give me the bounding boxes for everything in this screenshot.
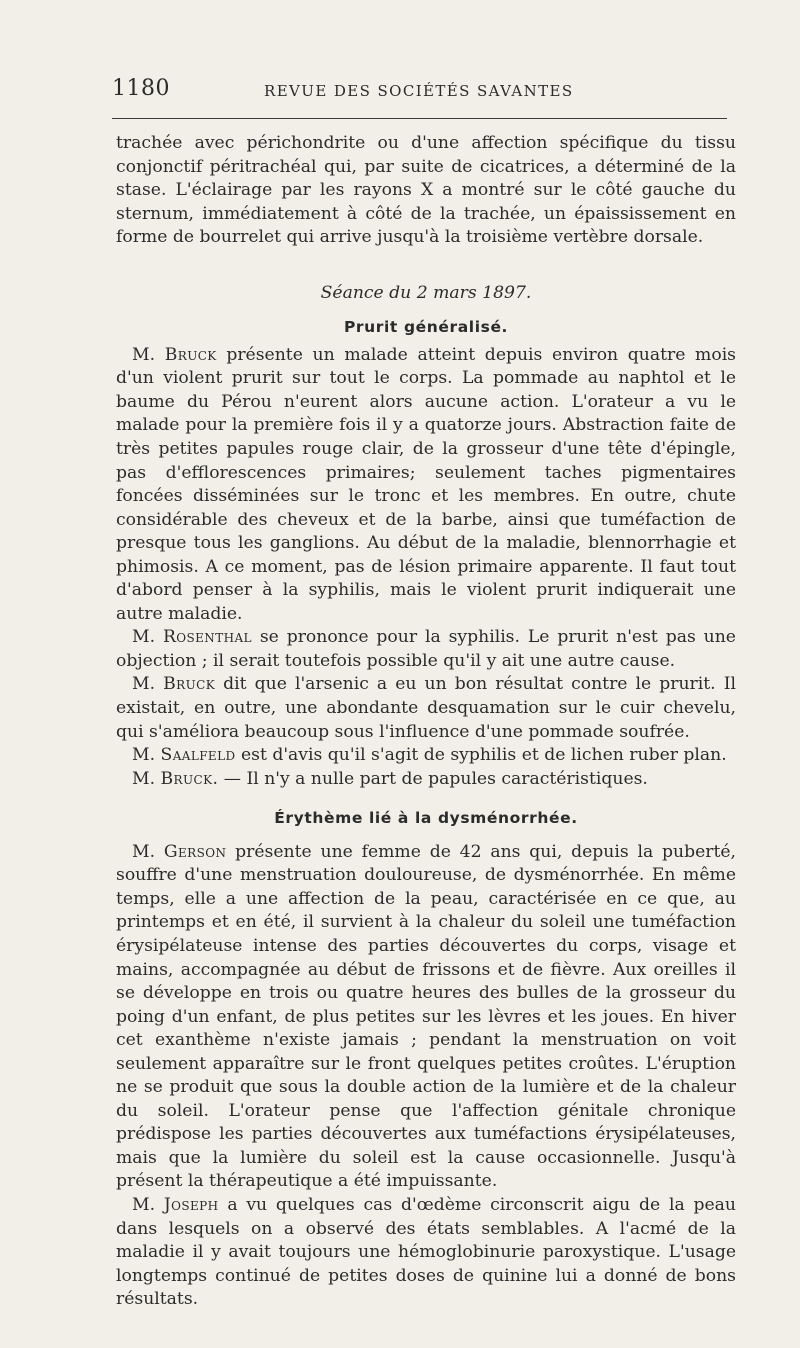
- paragraph-saalfeld: [116, 744, 736, 768]
- running-head: REVUE DES SOCIÉTÉS SAVANTES: [264, 82, 574, 100]
- speaker-name: Rosenthal: [162, 627, 252, 648]
- paragraph-rosenthal: [116, 626, 736, 673]
- header-rule: [112, 118, 727, 119]
- session-heading: Séance du 2 mars 1897.: [320, 282, 532, 303]
- page-number: 1180: [112, 76, 170, 101]
- speaker-name: Saalfeld: [160, 745, 236, 766]
- continuation-paragraph: trachée avec périchondrite ou d'une affection spécifique du tissu conjonctif péritrachéal qui, par suite de cicatrices, a déterminé de la stase. L'éclairage par les rayons X a montré sur le côté gauche du sternum, immédiatement à côté de la trachée, un épaississement en forme de bourrelet qui arrive jusqu'à la troisième vertèbre dorsale.: [116, 133, 736, 248]
- speaker-prefix: M.: [132, 768, 156, 789]
- speaker-name: Bruck.: [160, 768, 219, 789]
- section-title-prurit: Prurit généralisé.: [343, 318, 509, 337]
- paragraph-text: — Il n'y a nulle part de papules caractéristiques.: [223, 768, 648, 789]
- paragraph-text: dit que l'arsenic a eu un bon résultat contre le prurit. Il existait, en outre, une abondante desquamation sur le cuir chevelu, qui s'améliora beaucoup sous l'influence d'une pommade soufrée.: [116, 674, 736, 742]
- speaker-prefix: M.: [132, 674, 156, 695]
- paragraph-text: présente une femme de 42 ans qui, depuis la puberté, souffre d'une menstruation douloureuse, de dysménorrhée. En même temps, elle a une affection de la peau, caractérisée en ce que, au printemps et en été, il survient à la chaleur du soleil une tuméfaction érysipélateuse intense des parties découvertes du corps, visage et mains, accompagnée au début de frissons et de fièvre. Aux oreilles il se développe en trois ou quatre heures des bulles de la grosseur du poing d'un enfant, de plus petites sur les lèvres et les joues. En hiver cet exanthème n'existe jamais ; pendant la menstruation on voit seulement apparaître sur le front quelques petites croûtes. L'éruption ne se produit que sous la double action de la lumière et de la chaleur du soleil. L'orateur pense que l'affection génitale chronique prédispose les parties découvertes aux tuméfactions érysipélateuses, mais que la lumière du soleil est la cause occasionnelle. Jusqu'à présent la thérapeutique a été impuissante.: [116, 841, 737, 1192]
- paragraph-bruck-3: [116, 768, 736, 792]
- speaker-prefix: M.: [132, 841, 156, 862]
- paragraph-bruck-2: [116, 673, 736, 744]
- paragraph-text: a vu quelques cas d'œdème circonscrit aigu de la peau dans lesquels on a observé des états semblables. A l'acmé de la maladie il y avait toujours une hémoglobinurie paroxystique. L'usage longtemps continué de petites doses de quinine lui a donné de bons résultats.: [116, 1194, 736, 1310]
- speaker-prefix: M.: [132, 745, 156, 766]
- speaker-name: Bruck: [163, 674, 216, 695]
- speaker-prefix: M.: [132, 1194, 156, 1215]
- speaker-name: Joseph: [163, 1194, 219, 1215]
- speaker-prefix: M.: [132, 627, 156, 648]
- paragraph-text: présente un malade atteint depuis environ quatre mois d'un violent prurit sur tout le corps. La pommade au naphtol et le baume du Pérou n'eurent alors aucune action. L'orateur a vu le malade pour la première fois il y a quatorze jours. Abstraction faite de très petites papules rouge clair, de la grosseur d'une tête d'épingle, pas d'efflorescences primaires; seulement taches pigmentaires foncées disséminées sur le tronc et les membres. En outre, chute considérable des cheveux et de la barbe, ainsi que tuméfaction de presque tous les ganglions. Au début de la maladie, blennorrhagie et phimosis. A ce moment, pas de lésion primaire apparente. Il faut tout d'abord penser à la syphilis, mais le violent prurit indiquerait une autre maladie.: [116, 344, 737, 624]
- speaker-name: Gerson: [163, 841, 227, 862]
- paragraph-text: se prononce pour la syphilis. Le prurit n'est pas une objection ; il serait toutefois possible qu'il y ait une autre cause.: [116, 627, 736, 671]
- section-title-erytheme: Érythème lié à la dysménorrhée.: [274, 809, 578, 828]
- paragraph-bruck-1: [116, 344, 736, 627]
- paragraph-joseph: [116, 1194, 736, 1312]
- paragraph-text: est d'avis qu'il s'agit de syphilis et de lichen ruber plan.: [240, 745, 727, 766]
- paragraph-gerson: [116, 841, 736, 1194]
- speaker-name: Bruck: [164, 344, 217, 365]
- article-body: [116, 132, 736, 1312]
- speaker-prefix: M.: [132, 344, 156, 365]
- page-header: [112, 76, 727, 104]
